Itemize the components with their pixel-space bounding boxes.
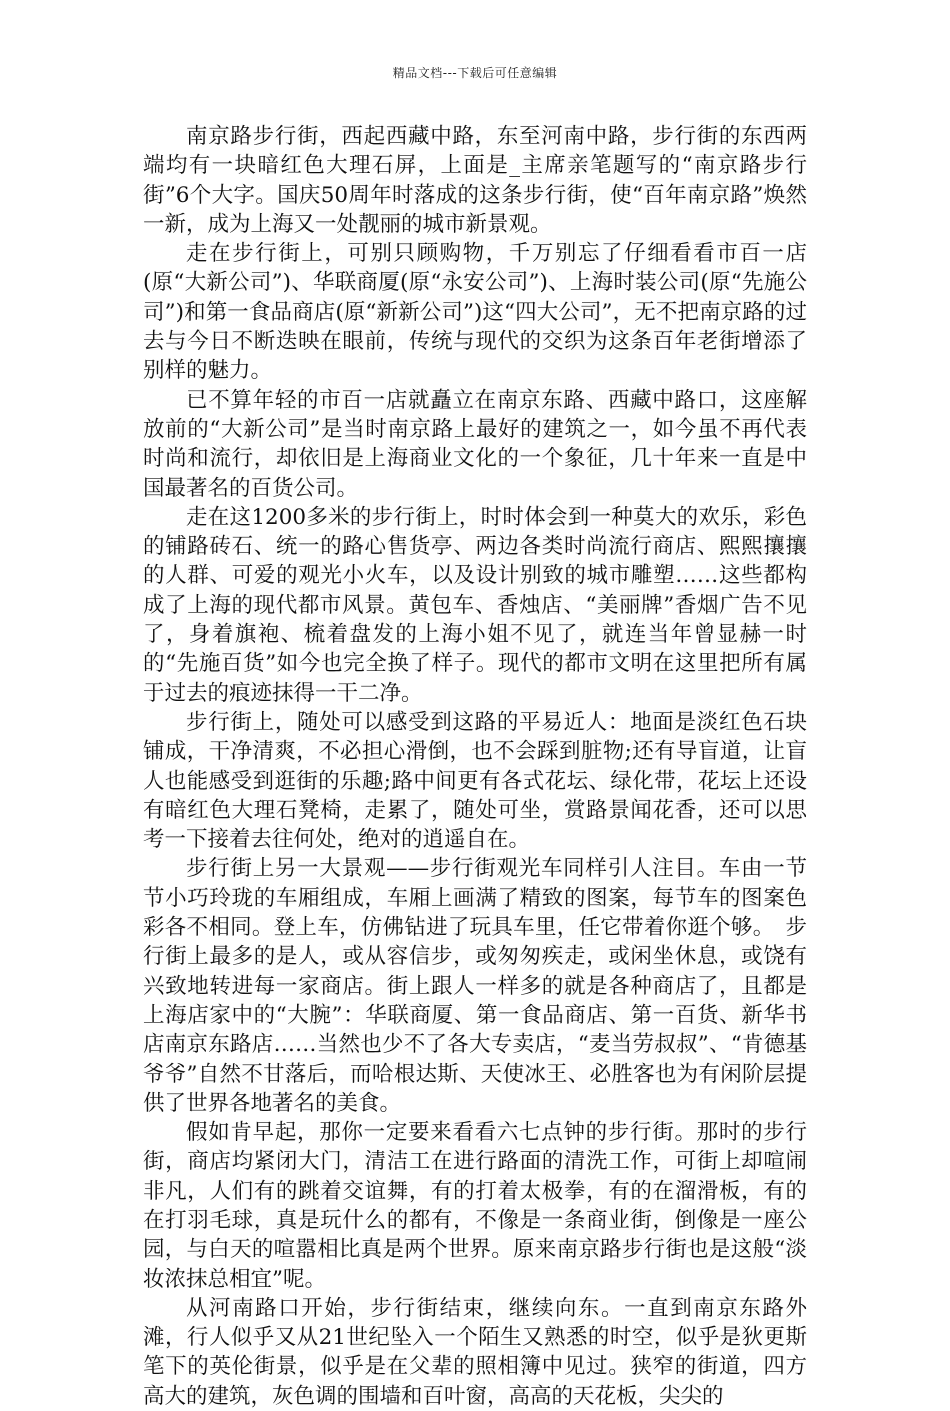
paragraph-5: 步行街上，随处可以感受到这路的平易近人：地面是淡红色石块铺成，干净清爽，不必担心滑倒，也不会踩到脏物;还有导盲道，让盲人也能感受到逛街的乐趣;路中间更有各式花坛、绿化带，花坛上还设有暗红色大理石凳椅，走累了，随处可坐，赏路景闻花香，还可以思考一下接着去往何处，绝对的逍遥自在。 xyxy=(143,709,807,853)
paragraph-4: 走在这1200多米的步行街上，时时体会到一种莫大的欢乐，彩色的铺路砖石、统一的路心售货亭、两边各类时尚流行商店、熙熙攘攘的人群、可爱的观光小火车，以及设计别致的城市雕塑……这些都构成了上海的现代都市风景。黄包车、香烛店、“美丽牌”香烟广告不见了，身着旗袍、梳着盘发的上海小姐不见了，就连当年曾显赫一时的“先施百货”如今也完全换了样子。现代的都市文明在这里把所有属于过去的痕迹抹得一干二净。 xyxy=(143,504,807,706)
paragraph-1: 南京路步行街，西起西藏中路，东至河南中路，步行街的东西两端均有一块暗红色大理石屏，上面是_主席亲笔题写的“南京路步行街”6个大字。国庆50周年时落成的这条步行街，使“百年南京路”焕然一新，成为上海又一处靓丽的城市新景观。 xyxy=(143,124,807,237)
article-body xyxy=(143,122,807,1411)
page-header: 精品文档---下载后可任意编辑 xyxy=(392,66,558,80)
paragraph-2: 走在步行街上，可别只顾购物，千万别忘了仔细看看市百一店(原“大新公司”)、华联商厦(原“永安公司”)、上海时装公司(原“先施公司”)和第一食品商店(原“新新公司”)这“四大公司”，无不把南京路的过去与今日不断迭映在眼前，传统与现代的交织为这条百年老街增添了别样的魅力。 xyxy=(143,241,807,384)
paragraph-6: 步行街上另一大景观——步行街观光车同样引人注目。车由一节节小巧玲珑的车厢组成，车厢上画满了精致的图案，每节车的图案色彩各不相同。登上车，仿佛钻进了玩具车里，任它带着你逛个够。 步行街上最多的是人，或从容信步，或匆匆疾走，或闲坐休息，或饶有兴致地转进每一家商店。街上跟人一样多的就是各种商店了，且都是上海店家中的“大腕”：华联商厦、第一食品商店、第一百货、新华书店南京东路店……当然也少不了各大专卖店，“麦当劳叔叔”、“肯德基爷爷”自然不甘落后，而哈根达斯、天使冰王、必胜客也为有闲阶层提供了世界各地著名的美食。 xyxy=(143,856,807,1116)
paragraph-7: 假如肯早起，那你一定要来看看六七点钟的步行街。那时的步行街，商店均紧闭大门，清洁工在进行路面的清洗工作，可街上却喧闹非凡，人们有的跳着交谊舞，有的打着太极拳，有的在溜滑板，有的在打羽毛球，真是玩什么的都有，不像是一条商业街，倒像是一座公园，与白天的喧嚣相比真是两个世界。原来南京路步行街也是这般“淡妆浓抹总相宜”呢。 xyxy=(143,1120,807,1292)
paragraph-3: 已不算年轻的市百一店就矗立在南京东路、西藏中路口，这座解放前的“大新公司”是当时南京路上最好的建筑之一，如今虽不再代表时尚和流行，却依旧是上海商业文化的一个象征，几十年来一直是中国最著名的百货公司。 xyxy=(143,387,807,501)
paragraph-8: 从河南路口开始，步行街结束，继续向东。一直到南京东路外滩，行人似乎又从21世纪坠入一个陌生又熟悉的时空，似乎是狄更斯笔下的英伦街景，似乎是在父辈的照相簿中见过。狭窄的街道，四方高大的建筑，灰色调的围墙和百叶窗，高高的天花板，尖尖的 xyxy=(143,1295,807,1409)
